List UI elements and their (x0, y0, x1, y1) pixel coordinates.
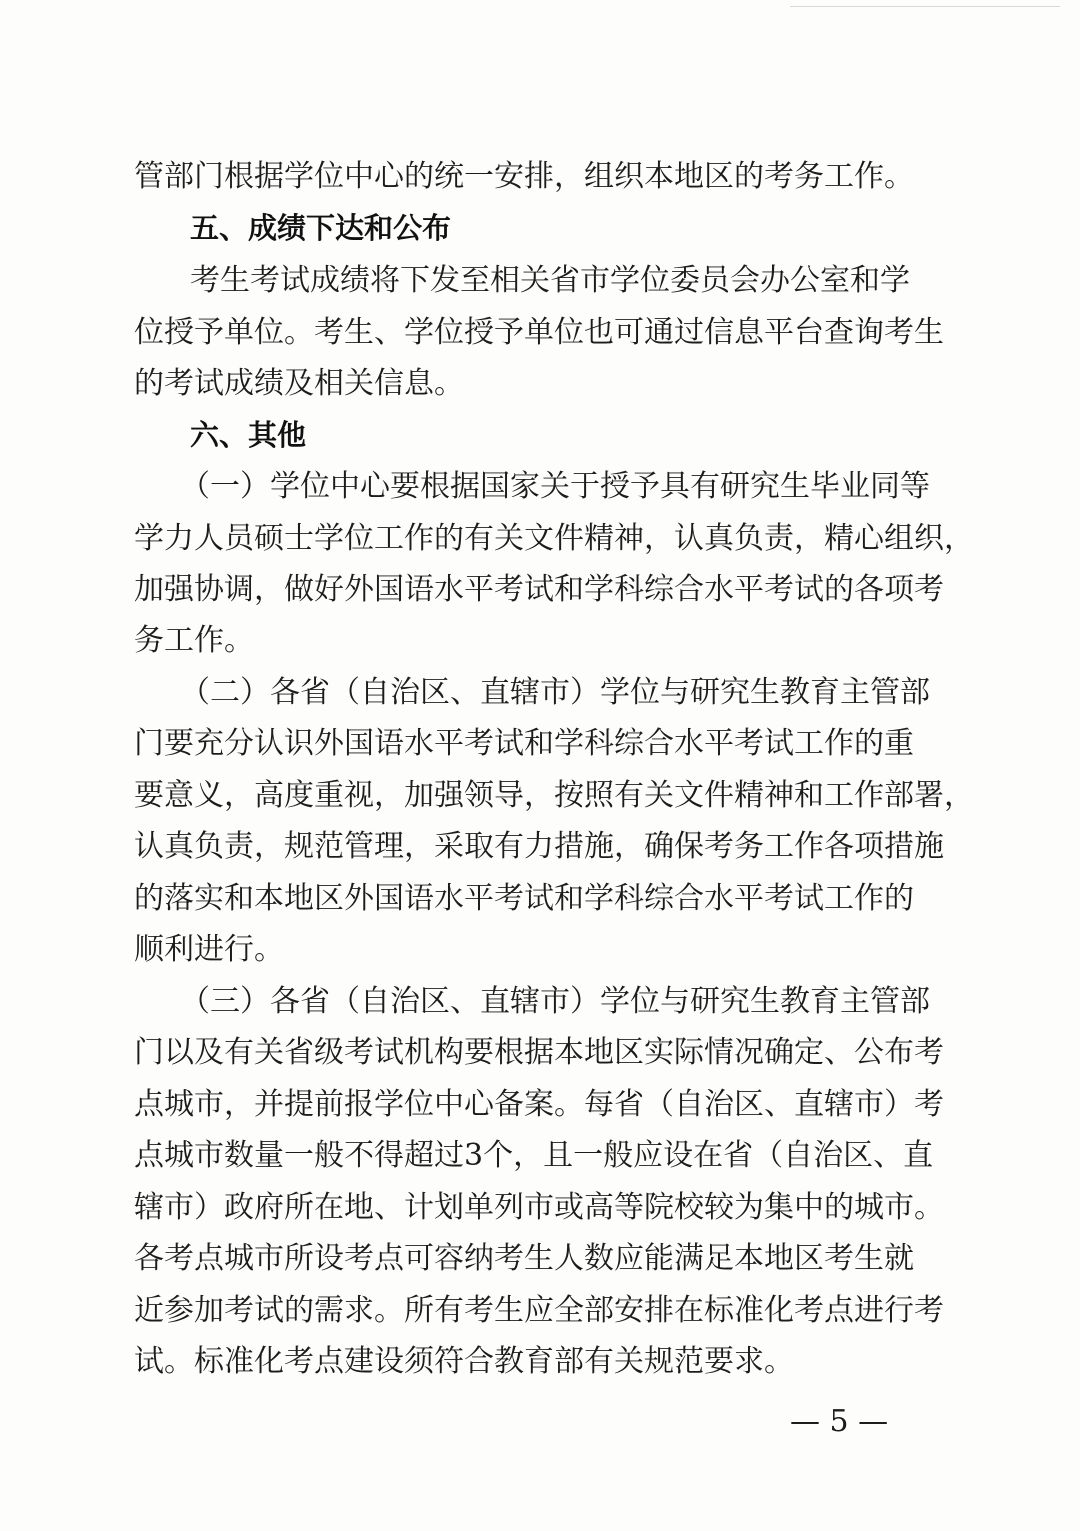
text-line: 务工作。 (134, 623, 254, 658)
text-line: 管部门根据学位中心的统一安排，组织本地区的考务工作。 (134, 159, 914, 194)
section-heading: 五、成绩下达和公布 (190, 211, 452, 245)
text-line: 近参加考试的需求。所有考生应全部安排在标准化考点进行考 (134, 1293, 944, 1328)
text-line: 顺利进行。 (134, 932, 284, 967)
text-line: （二）各省（自治区、直辖市）学位与研究生教育主管部 (180, 675, 930, 710)
text-line: 学力人员硕士学位工作的有关文件精神，认真负责，精心组织， (134, 521, 974, 556)
section-heading: 六、其他 (190, 418, 307, 452)
text-line: 加强协调，做好外国语水平考试和学科综合水平考试的各项考 (134, 572, 944, 607)
text-line: 的考试成绩及相关信息。 (134, 366, 464, 401)
text-line: 门以及有关省级考试机构要根据本地区实际情况确定、公布考 (134, 1035, 944, 1070)
text-line: 各考点城市所设考点可容纳考生人数应能满足本地区考生就 (134, 1241, 914, 1276)
scan-edge-line (790, 6, 1060, 7)
text-line: 点城市数量一般不得超过3个，且一般应设在省（自治区、直 (134, 1138, 934, 1173)
text-line: 考生考试成绩将下发至相关省市学位委员会办公室和学 (190, 263, 910, 298)
text-line: 点城市，并提前报学位中心备案。每省（自治区、直辖市）考 (134, 1087, 944, 1122)
text-line: 要意义，高度重视，加强领导，按照有关文件精神和工作部署， (134, 778, 974, 813)
text-line: （一）学位中心要根据国家关于授予具有研究生毕业同等 (180, 469, 930, 504)
text-line: 认真负责，规范管理，采取有力措施，确保考务工作各项措施 (134, 829, 944, 864)
text-line: 辖市）政府所在地、计划单列市或高等院校较为集中的城市。 (134, 1190, 944, 1225)
text-line: 试。标准化考点建设须符合教育部有关规范要求。 (134, 1344, 794, 1379)
text-line: 的落实和本地区外国语水平考试和学科综合水平考试工作的 (134, 881, 914, 916)
page-number: — 5 — (790, 1404, 889, 1439)
text-line: 位授予单位。考生、学位授予单位也可通过信息平台查询考生 (134, 315, 944, 350)
text-line: （三）各省（自治区、直辖市）学位与研究生教育主管部 (180, 984, 930, 1019)
text-line: 门要充分认识外国语水平考试和学科综合水平考试工作的重 (134, 726, 914, 761)
